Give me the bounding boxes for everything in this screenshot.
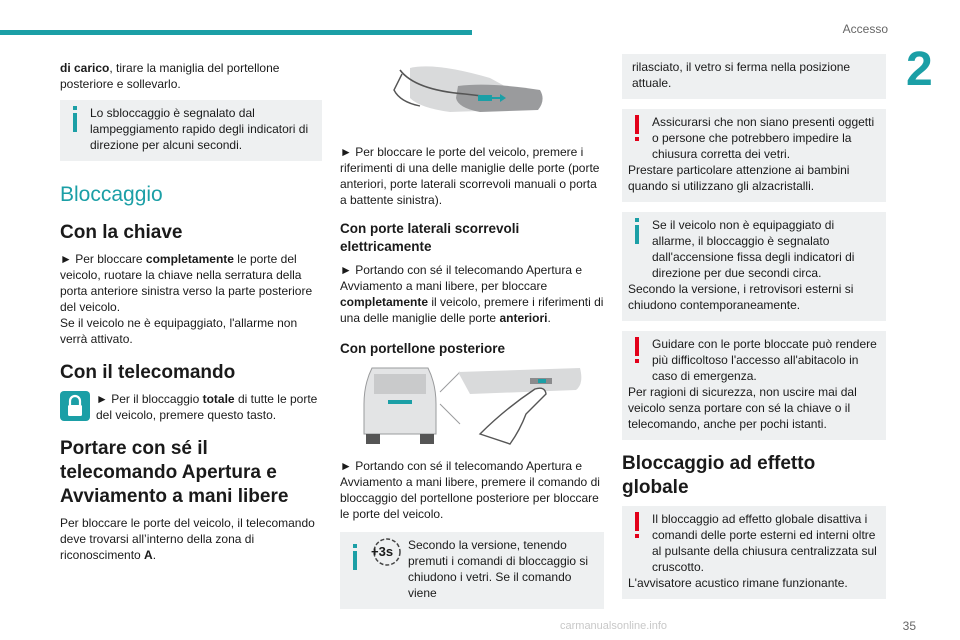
info-icon — [70, 106, 80, 132]
remote-lock-row — [60, 391, 322, 423]
info-note: Se il veicolo non è equipaggiato di allarme, il bloccaggio è segnalato dall'accensione fissa degli indicatori di direzione per due secondi circa. Secondo la versione, i retrovisori esterni si chiudono contemporaneamente. — [622, 212, 886, 321]
padlock-icon — [60, 391, 90, 421]
tailgate-illustration — [340, 364, 604, 448]
info-note: Lo sbloccaggio è segnalato dal lampeggiamento rapido degli indicatori di direzione per alcuni secondi. — [60, 100, 322, 161]
info-note: +3s Secondo la versione, tenendo premuti i comandi di bloccaggio si chiudono i vetri. Se il comando viene — [340, 532, 604, 609]
door-handle-illustration — [340, 60, 604, 140]
paragraph: ► Portando con sé il telecomando Apertura e Avviamento a mani libere, per bloccare completamente il veicolo, premere i riferimenti di una delle maniglie delle porte anteriori. — [340, 263, 604, 325]
paragraph: di carico, tirare la maniglia del portellone posteriore e sollevarlo. — [60, 61, 280, 91]
chapter-number: 2 — [906, 43, 933, 96]
subsection-heading: Portare con sé il telecomando Apertura e Avviamento a mani libere — [60, 438, 289, 507]
page-number: 35 — [902, 619, 916, 633]
timer-3s-icon: +3s — [368, 537, 402, 567]
paragraph: ► Portando con sé il telecomando Apertura e Avviamento a mani libere, premere il comando di bloccaggio del portellone posteriore per bloccare le porte del veicolo. — [340, 459, 600, 521]
subsection-heading: Bloccaggio ad effetto globale — [622, 453, 816, 498]
subsection-heading: Con portellone posteriore — [340, 341, 506, 356]
column-3 — [622, 54, 886, 609]
column-1 — [60, 60, 322, 571]
info-icon — [350, 544, 360, 570]
paragraph: ► Per il bloccaggio totale di tutte le porte del veicolo, premere questo tasto. — [96, 392, 318, 422]
warning-note: Guidare con le porte bloccate può rendere più difficoltoso l'accesso all'abitacolo in caso di emergenza. Per ragioni di sicurezza, non uscire mai dal veicolo senza portare con sé la chiave o il telecomando, anche per pochi istanti. — [622, 331, 886, 440]
subsection-heading: Con la chiave — [60, 222, 183, 243]
paragraph: ► Per bloccare completamente le porte del veicolo, ruotare la chiave nella serratura della porta anteriore sinistra verso la parte posteriore del veicolo. Se il veicolo ne è equipaggiato, l'allarme non verrà attivato. — [60, 252, 313, 346]
subsection-heading: Con porte laterali scorrevoli elettricamente — [340, 221, 520, 254]
column-2 — [340, 60, 604, 619]
paragraph: ► Per bloccare le porte del veicolo, premere i riferimenti di una delle maniglie delle porte (porte anteriori, porte laterali scorrevoli manuali o porta a battente sinistra). — [340, 145, 600, 207]
watermark: carmanualsonline.info — [560, 620, 668, 632]
subsection-heading: Con il telecomando — [60, 362, 236, 383]
paragraph: Per bloccare le porte del veicolo, il telecomando deve trovarsi all’interno della zona di riconoscimento A. — [60, 516, 315, 562]
warning-note: Il bloccaggio ad effetto globale disattiva i comandi delle porte esterni ed interni oltre al pulsante della chiusura centralizzata sul cruscotto. L'avvisatore acustico rimane funzionante. — [622, 506, 886, 599]
info-icon — [632, 218, 642, 244]
section-title: Accesso — [842, 22, 888, 36]
section-heading: Bloccaggio — [60, 183, 163, 206]
header-accent-bar — [0, 30, 472, 35]
note-continued: rilasciato, il vetro si ferma nella posizione attuale. — [622, 54, 886, 99]
warning-icon — [632, 337, 642, 363]
warning-note: Assicurarsi che non siano presenti oggetti o persone che potrebbero impedire la chiusura corretta dei vetri. Prestare particolare attenzione ai bambini quando si utilizzano gli alzacristalli. — [622, 109, 886, 202]
warning-icon — [632, 512, 642, 538]
warning-icon — [632, 115, 642, 141]
